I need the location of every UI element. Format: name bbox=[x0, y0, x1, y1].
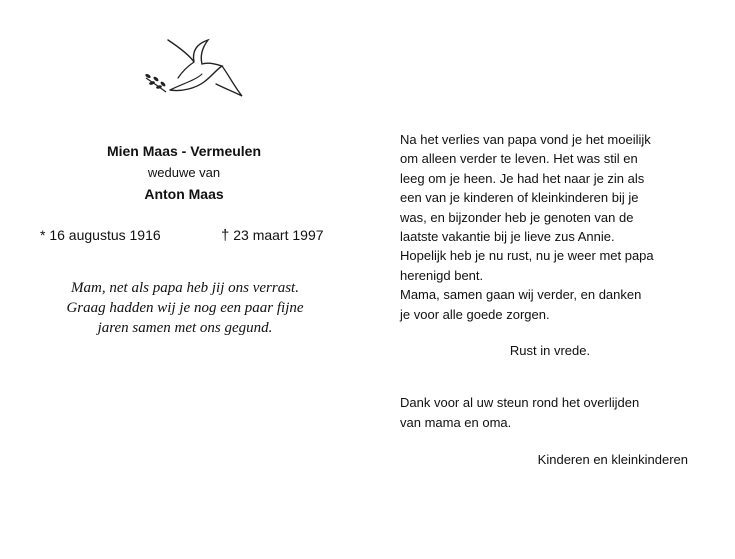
birth-date: * 16 augustus 1916 bbox=[40, 227, 161, 243]
signoff: Kinderen en kleinkinderen bbox=[537, 452, 688, 467]
text-line: je voor alle goede zorgen. bbox=[400, 306, 550, 322]
cross-icon: † bbox=[221, 227, 230, 244]
text-line: Hopelijk heb je nu rust, nu je weer met papa bbox=[400, 248, 654, 264]
thanks-text bbox=[400, 393, 700, 433]
widow-label: weduwe van bbox=[147, 165, 221, 180]
death-date: 23 maart 1997 bbox=[233, 227, 324, 243]
text-line: Na het verlies van papa vond je het moeilijk bbox=[400, 132, 651, 147]
text-line: een van je kinderen of kleinkinderen bij je bbox=[400, 190, 639, 206]
text-line: was, en bijzonder heb je genoten van de bbox=[400, 209, 634, 225]
text-line: herenigd bent. bbox=[400, 267, 484, 283]
memorial-verse bbox=[30, 278, 340, 338]
text-line: Mama, samen gaan wij verder, en danken bbox=[400, 287, 642, 303]
text-line: leeg om je heen. Je had het naar je zin als bbox=[400, 170, 645, 186]
fold-divider bbox=[368, 92, 369, 382]
verse-line: Mam, net als papa heb jij ons verrast. bbox=[71, 280, 299, 296]
deceased-name: Mien Maas - Vermeulen bbox=[106, 143, 262, 159]
verse-line: jaren samen met ons gegund. bbox=[97, 320, 273, 336]
thanks-line: Dank voor al uw steun rond het overlijden bbox=[400, 395, 640, 410]
husband-name: Anton Maas bbox=[144, 186, 224, 202]
rest-in-peace: Rust in vrede. bbox=[509, 343, 591, 358]
verse-line: Graag hadden wij je nog een paar fijne bbox=[66, 300, 304, 316]
text-line: om alleen verder te leven. Het was stil en bbox=[400, 151, 638, 167]
text-line: laatste vakantie bij je lieve zus Annie. bbox=[400, 229, 615, 245]
death-date-line bbox=[221, 227, 324, 244]
thanks-line: van mama en oma. bbox=[400, 415, 512, 430]
memorial-text bbox=[400, 130, 700, 324]
dove-with-olive-branch-icon bbox=[138, 34, 248, 114]
